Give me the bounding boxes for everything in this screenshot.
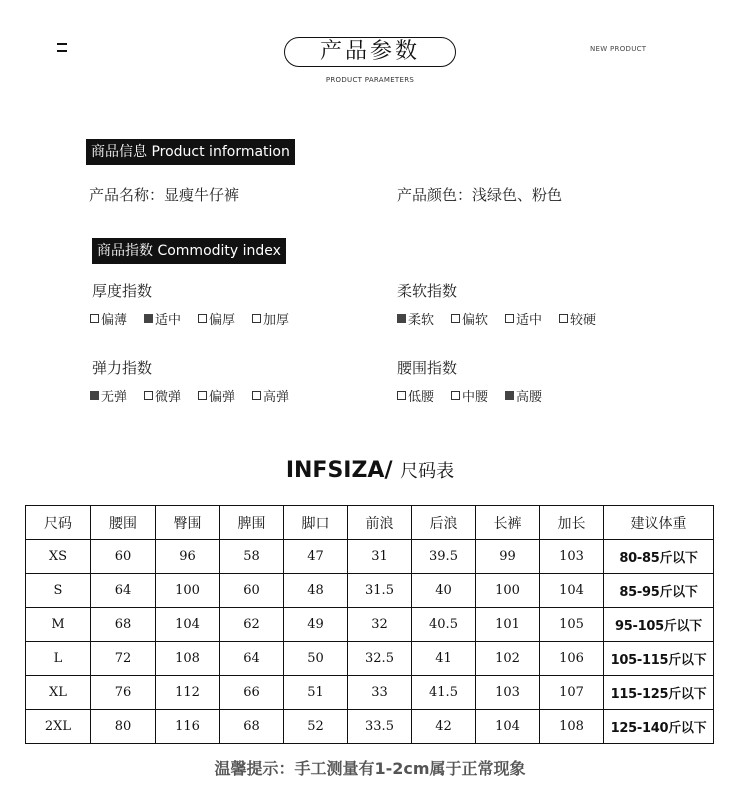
table-cell: 58 xyxy=(220,540,284,574)
option-checkbox xyxy=(252,386,289,405)
table-cell: 80-85斤以下 xyxy=(604,540,714,574)
table-body xyxy=(26,540,714,744)
table-cell: 60 xyxy=(220,574,284,608)
menu-icon[interactable] xyxy=(57,43,67,52)
table-cell: 64 xyxy=(220,642,284,676)
checked-box-icon xyxy=(397,314,406,323)
option-label: 高弹 xyxy=(263,390,290,405)
page-subtitle: PRODUCT PARAMETERS xyxy=(325,76,415,84)
column-header: 长裤 xyxy=(476,506,540,540)
softness-options xyxy=(397,309,596,328)
table-cell: 2XL xyxy=(26,710,91,744)
table-cell: L xyxy=(26,642,91,676)
option-label: 高腰 xyxy=(516,390,543,405)
table-cell: 50 xyxy=(284,642,348,676)
table-cell: 33.5 xyxy=(348,710,412,744)
size-chart-subtitle: 尺码表 xyxy=(400,461,455,482)
table-row xyxy=(26,540,714,574)
option-label: 加厚 xyxy=(263,313,290,328)
unchecked-box-icon xyxy=(252,314,261,323)
table-cell: 48 xyxy=(284,574,348,608)
table-cell: 32.5 xyxy=(348,642,412,676)
option-checkbox xyxy=(397,309,434,328)
unchecked-box-icon xyxy=(252,391,261,400)
table-row xyxy=(26,710,714,744)
table-cell: 76 xyxy=(91,676,156,710)
table-cell: 107 xyxy=(540,676,604,710)
table-cell: 49 xyxy=(284,608,348,642)
checked-box-icon xyxy=(505,391,514,400)
table-cell: 105 xyxy=(540,608,604,642)
column-header: 建议体重 xyxy=(604,506,714,540)
table-cell: 40 xyxy=(412,574,476,608)
table-cell: 47 xyxy=(284,540,348,574)
option-checkbox xyxy=(252,309,289,328)
checked-box-icon xyxy=(144,314,153,323)
unchecked-box-icon xyxy=(90,314,99,323)
table-row xyxy=(26,642,714,676)
waist-index-title: 腰围指数 xyxy=(397,359,458,377)
table-cell: 51 xyxy=(284,676,348,710)
elasticity-index-title: 弹力指数 xyxy=(92,359,153,377)
size-chart-title xyxy=(0,457,740,483)
table-cell: 108 xyxy=(156,642,220,676)
table-cell: 102 xyxy=(476,642,540,676)
brand-name: INFSIZA/ xyxy=(285,458,393,483)
unchecked-box-icon xyxy=(505,314,514,323)
option-checkbox xyxy=(144,386,181,405)
table-cell: 104 xyxy=(540,574,604,608)
table-cell: 103 xyxy=(540,540,604,574)
unchecked-box-icon xyxy=(451,314,460,323)
table-cell: 66 xyxy=(220,676,284,710)
table-cell: 100 xyxy=(156,574,220,608)
table-cell: 104 xyxy=(156,608,220,642)
new-product-label: NEW PRODUCT xyxy=(590,45,647,53)
column-header: 腰围 xyxy=(91,506,156,540)
unchecked-box-icon xyxy=(559,314,568,323)
table-cell: 62 xyxy=(220,608,284,642)
option-checkbox xyxy=(397,386,434,405)
table-cell: 80 xyxy=(91,710,156,744)
table-cell: 99 xyxy=(476,540,540,574)
option-label: 柔软 xyxy=(408,313,435,328)
measurement-tip: 温馨提示：手工测量有1-2cm属于正常现象 xyxy=(214,759,526,778)
option-checkbox xyxy=(505,386,542,405)
product-name-field: 产品名称：显瘦牛仔裤 xyxy=(89,186,240,204)
option-label: 中腰 xyxy=(462,390,489,405)
column-header: 脾围 xyxy=(220,506,284,540)
table-cell: 31 xyxy=(348,540,412,574)
table-cell: S xyxy=(26,574,91,608)
table-cell: 41.5 xyxy=(412,676,476,710)
table-cell: 72 xyxy=(91,642,156,676)
table-cell: 103 xyxy=(476,676,540,710)
option-label: 偏厚 xyxy=(209,313,236,328)
table-cell: XL xyxy=(26,676,91,710)
table-cell: 105-115斤以下 xyxy=(604,642,714,676)
table-cell: 96 xyxy=(156,540,220,574)
table-cell: 42 xyxy=(412,710,476,744)
option-label: 适中 xyxy=(155,313,182,328)
table-cell: 41 xyxy=(412,642,476,676)
column-header: 臀围 xyxy=(156,506,220,540)
column-header: 前浪 xyxy=(348,506,412,540)
option-checkbox xyxy=(198,309,235,328)
option-checkbox xyxy=(198,386,235,405)
option-checkbox xyxy=(559,309,596,328)
option-checkbox xyxy=(451,386,488,405)
unchecked-box-icon xyxy=(451,391,460,400)
table-row xyxy=(26,676,714,710)
table-cell: 40.5 xyxy=(412,608,476,642)
table-cell: 68 xyxy=(220,710,284,744)
table-cell: 64 xyxy=(91,574,156,608)
thickness-options xyxy=(90,309,289,328)
softness-index-title: 柔软指数 xyxy=(397,282,458,300)
product-info-label: 商品信息 Product information xyxy=(86,139,295,165)
table-cell: M xyxy=(26,608,91,642)
table-cell: 106 xyxy=(540,642,604,676)
option-label: 偏弹 xyxy=(209,390,236,405)
table-cell: 115-125斤以下 xyxy=(604,676,714,710)
column-header: 加长 xyxy=(540,506,604,540)
option-label: 微弹 xyxy=(155,390,182,405)
unchecked-box-icon xyxy=(198,314,207,323)
table-cell: 95-105斤以下 xyxy=(604,608,714,642)
table-cell: 32 xyxy=(348,608,412,642)
option-label: 低腰 xyxy=(408,390,435,405)
table-cell: 100 xyxy=(476,574,540,608)
waist-options xyxy=(397,386,542,405)
table-cell: 104 xyxy=(476,710,540,744)
table-cell: 68 xyxy=(91,608,156,642)
column-header: 脚口 xyxy=(284,506,348,540)
product-color-field: 产品颜色：浅绿色、粉色 xyxy=(397,186,563,204)
option-checkbox xyxy=(144,309,181,328)
table-cell: 108 xyxy=(540,710,604,744)
table-cell: 31.5 xyxy=(348,574,412,608)
option-checkbox xyxy=(505,309,542,328)
option-label: 较硬 xyxy=(570,313,597,328)
column-header: 尺码 xyxy=(26,506,91,540)
option-label: 偏软 xyxy=(462,313,489,328)
commodity-index-label: 商品指数 Commodity index xyxy=(92,238,286,264)
table-cell: 85-95斤以下 xyxy=(604,574,714,608)
table-cell: 33 xyxy=(348,676,412,710)
table-cell: 116 xyxy=(156,710,220,744)
unchecked-box-icon xyxy=(198,391,207,400)
size-table xyxy=(25,505,714,744)
table-cell: 101 xyxy=(476,608,540,642)
table-header-row xyxy=(26,506,714,540)
unchecked-box-icon xyxy=(397,391,406,400)
table-row xyxy=(26,608,714,642)
table-cell: 112 xyxy=(156,676,220,710)
option-label: 适中 xyxy=(516,313,543,328)
unchecked-box-icon xyxy=(144,391,153,400)
option-checkbox xyxy=(90,309,127,328)
page-title: 产品参数 xyxy=(284,37,456,67)
table-cell: 52 xyxy=(284,710,348,744)
table-cell: XS xyxy=(26,540,91,574)
table-cell: 60 xyxy=(91,540,156,574)
table-cell: 39.5 xyxy=(412,540,476,574)
column-header: 后浪 xyxy=(412,506,476,540)
thickness-index-title: 厚度指数 xyxy=(92,282,153,300)
table-row xyxy=(26,574,714,608)
option-checkbox xyxy=(90,386,127,405)
option-label: 偏薄 xyxy=(101,313,128,328)
table-cell: 125-140斤以下 xyxy=(604,710,714,744)
option-label: 无弹 xyxy=(101,390,128,405)
option-checkbox xyxy=(451,309,488,328)
elasticity-options xyxy=(90,386,289,405)
checked-box-icon xyxy=(90,391,99,400)
